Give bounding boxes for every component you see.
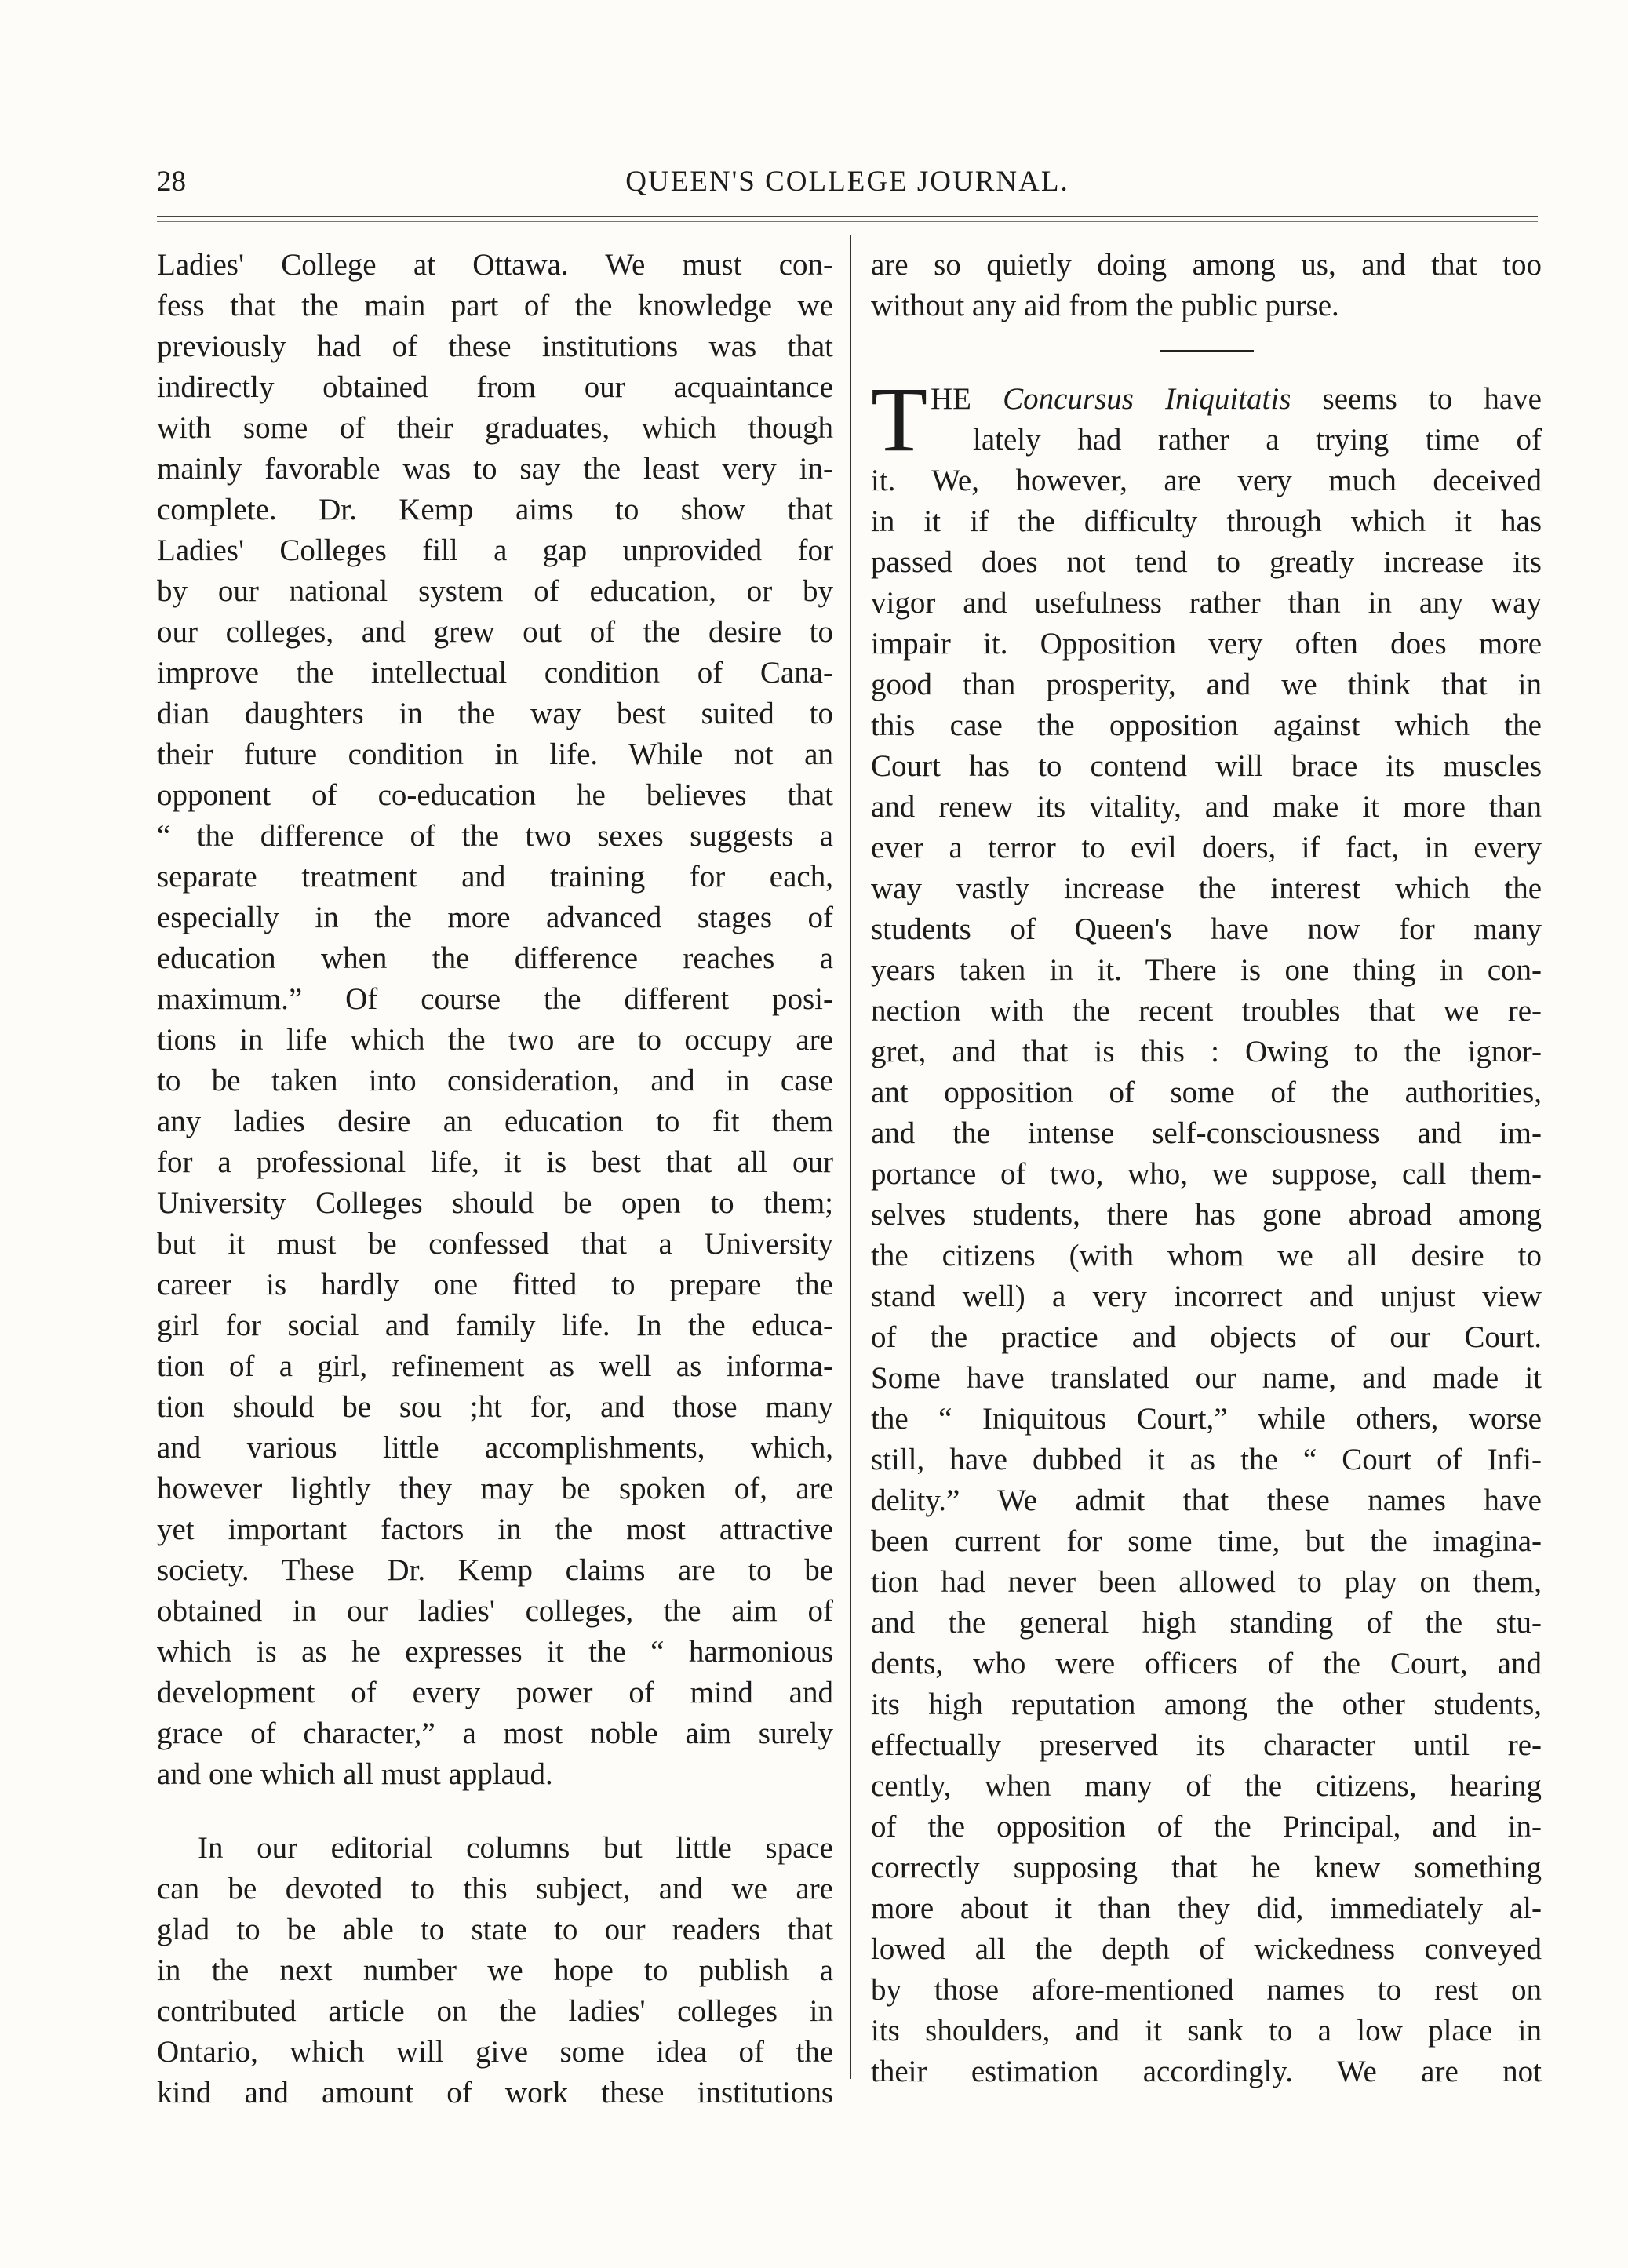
header-rule — [157, 216, 1538, 217]
text-line: students of Queen's have now for many — [871, 912, 1542, 946]
text-line: contributed article on the ladies' colleges in — [157, 1994, 833, 2028]
text-line: way vastly increase the interest which the — [871, 872, 1542, 905]
text-line: and various little accomplishments, which, — [157, 1431, 833, 1465]
text-line: which is as he expresses it the “ harmonious — [157, 1635, 833, 1669]
text-line: our colleges, and grew out of the desire to — [157, 615, 833, 649]
text-line: however lightly they may be spoken of, are — [157, 1472, 833, 1505]
text-line: grace of character,” a most noble aim surely — [157, 1716, 833, 1750]
text-line: Ontario, which will give some idea of the — [157, 2035, 833, 2069]
text-line: career is hardly one fitted to prepare the — [157, 1268, 833, 1301]
text-line: especially in the more advanced stages of — [157, 901, 833, 934]
text-line: years taken in it. There is one thing in con- — [871, 953, 1542, 987]
text-line: in the next number we hope to publish a — [157, 1953, 833, 1987]
text-line: without any aid from the public purse. — [871, 289, 1339, 322]
text-line: lately had rather a trying time of — [973, 423, 1542, 457]
italic-title: Concursus Iniquitatis — [1003, 382, 1291, 416]
text-line: the citizens (with whom we all desire to — [871, 1239, 1542, 1272]
column-divider — [850, 235, 851, 2079]
text-line: Ladies' College at Ottawa. We must con- — [157, 248, 833, 282]
text-line: complete. Dr. Kemp aims to show that — [157, 493, 833, 526]
text-line: can be devoted to this subject, and we are — [157, 1872, 833, 1906]
text-line: vigor and usefulness rather than in any way — [871, 586, 1542, 620]
text-line: improve the intellectual condition of Cana- — [157, 656, 833, 690]
text-line: dents, who were officers of the Court, and — [871, 1647, 1542, 1680]
text-line: ever a terror to evil doers, if fact, in every — [871, 831, 1542, 865]
text-line: previously had of these institutions was that — [157, 329, 833, 363]
text-line: their estimation accordingly. We are not — [871, 2055, 1542, 2088]
text-line: correctly supposing that he knew something — [871, 1851, 1542, 1884]
text-line: good than prosperity, and we think that in — [871, 668, 1542, 701]
text-line: of the practice and objects of our Court. — [871, 1320, 1542, 1354]
text-line: maximum.” Of course the different posi- — [157, 982, 833, 1016]
text-line: with some of their graduates, which though — [157, 411, 833, 445]
journal-title: QUEEN'S COLLEGE JOURNAL. — [625, 166, 1069, 198]
text-line: glad to be able to state to our readers that — [157, 1913, 833, 1946]
text-line: lowed all the depth of wickedness conveyed — [871, 1932, 1542, 1966]
text-line: separate treatment and training for each, — [157, 860, 833, 894]
text-line: and renew its vitality, and make it more than — [871, 790, 1542, 824]
left-paragraph-1 — [157, 245, 833, 1795]
text-line: by our national system of education, or by — [157, 574, 833, 608]
text-line: selves students, there has gone abroad among — [871, 1198, 1542, 1232]
text-line: opponent of co-education he believes that — [157, 778, 833, 812]
text-line: indirectly obtained from our acquaintance — [157, 370, 833, 404]
text-line: of the opposition of the Principal, and in- — [871, 1810, 1542, 1844]
text-line: are so quietly doing among us, and that too — [871, 248, 1542, 282]
text-line: Court has to contend will brace its muscles — [871, 749, 1542, 783]
text-line: kind and amount of work these institutions — [157, 2076, 833, 2110]
text-line: any ladies desire an education to fit them — [157, 1105, 833, 1138]
text-line: HE Concursus Iniquitatis seems to have — [931, 382, 1542, 416]
section-separator — [1160, 350, 1254, 352]
text-line: Ladies' Colleges fill a gap unprovided for — [157, 533, 833, 567]
text-line: portance of two, who, we suppose, call them- — [871, 1157, 1542, 1191]
text-line: dian daughters in the way best suited to — [157, 697, 833, 730]
text-line: obtained in our ladies' colleges, the aim of — [157, 1594, 833, 1628]
page-number: 28 — [157, 166, 186, 198]
right-paragraph-2 — [871, 368, 1542, 2092]
text-line: “ the difference of the two sexes suggests a — [157, 819, 833, 853]
text-line: its high reputation among the other students, — [871, 1687, 1542, 1721]
text-line: cently, when many of the citizens, hearing — [871, 1769, 1542, 1803]
text-line: and the general high standing of the stu- — [871, 1606, 1542, 1640]
page-header — [157, 165, 1538, 204]
text-line: In our editorial columns but little space — [198, 1831, 833, 1865]
text-line: their future condition in life. While not an — [157, 737, 833, 771]
text-line: society. These Dr. Kemp claims are to be — [157, 1553, 833, 1587]
text-line: tion should be sou ;ht for, and those many — [157, 1390, 833, 1424]
text-line: Some have translated our name, and made it — [871, 1361, 1542, 1395]
left-column — [157, 245, 833, 2113]
text-line: stand well) a very incorrect and unjust view — [871, 1280, 1542, 1313]
text-line: delity.” We admit that these names have — [871, 1483, 1542, 1517]
text-line: gret, and that is this : Owing to the ignor- — [871, 1035, 1542, 1068]
text-line: mainly favorable was to say the least very in- — [157, 452, 833, 486]
drop-cap: T — [871, 368, 928, 471]
text-line: yet important factors in the most attractive — [157, 1513, 833, 1546]
text-line: education when the difference reaches a — [157, 941, 833, 975]
text-line: the “ Iniquitous Court,” while others, worse — [871, 1402, 1542, 1436]
text-line: to be taken into consideration, and in case — [157, 1064, 833, 1098]
text-line: more about it than they did, immediately al- — [871, 1891, 1542, 1925]
right-paragraph-1 — [871, 245, 1542, 326]
text-line: passed does not tend to greatly increase its — [871, 545, 1542, 579]
text-line: and one which all must applaud. — [157, 1757, 553, 1791]
text-line: University Colleges should be open to them; — [157, 1186, 833, 1220]
left-paragraph-2 — [157, 1828, 833, 2113]
text-line: effectually preserved its character until re- — [871, 1728, 1542, 1762]
text-line: for a professional life, it is best that all our — [157, 1145, 833, 1179]
text-line: still, have dubbed it as the “ Court of Infi- — [871, 1443, 1542, 1476]
text-line: by those afore-mentioned names to rest on — [871, 1973, 1542, 2007]
text-line: but it must be confessed that a University — [157, 1227, 833, 1261]
text-line: nection with the recent troubles that we re- — [871, 994, 1542, 1028]
text-line: development of every power of mind and — [157, 1676, 833, 1709]
text-line: and the intense self-consciousness and im- — [871, 1116, 1542, 1150]
text-line: fess that the main part of the knowledge we — [157, 289, 833, 322]
text-line: tion had never been allowed to play on them, — [871, 1565, 1542, 1599]
text-line: it. We, however, are very much deceived — [871, 464, 1542, 497]
text-line: tion of a girl, refinement as well as informa- — [157, 1349, 833, 1383]
text-line: this case the opposition against which the — [871, 708, 1542, 742]
right-column — [871, 245, 1542, 2092]
text-line: in it if the difficulty through which it has — [871, 504, 1542, 538]
text-line: tions in life which the two are to occupy are — [157, 1023, 833, 1057]
text-line: girl for social and family life. In the educa- — [157, 1309, 833, 1342]
paragraph-gap — [157, 1795, 833, 1828]
text-line: been current for some time, but the imagina- — [871, 1524, 1542, 1558]
text-line: its shoulders, and it sank to a low place in — [871, 2014, 1542, 2048]
header-rule-thin — [157, 221, 1538, 222]
text-line: ant opposition of some of the authorities, — [871, 1076, 1542, 1109]
text-line: impair it. Opposition very often does more — [871, 627, 1542, 661]
